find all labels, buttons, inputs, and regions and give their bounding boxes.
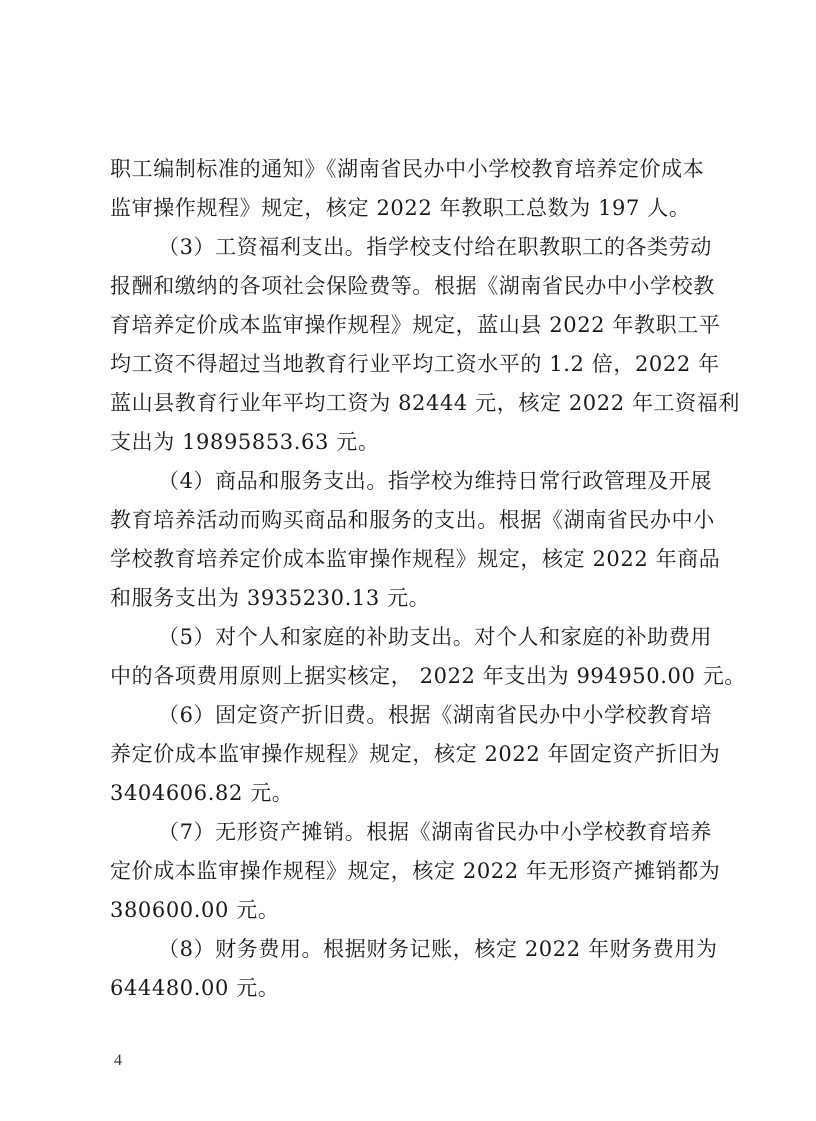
paragraph-subsidies [110, 618, 746, 696]
text-line: （4）商品和服务支出。指学校为维持日常行政管理及开展 [158, 469, 712, 493]
paragraph-goods-services [110, 462, 721, 618]
text-line: （6）固定资产折旧费。根据《湖南省民办中小学校教育培 [158, 703, 712, 727]
page-number: 4 [114, 1052, 122, 1069]
text-line: （7）无形资产摊销。根据《湖南省民办中小学校教育培养 [158, 820, 712, 844]
text-line: 蓝山县教育行业年平均工资为 82444 元，核定 2022 年工资福利 [110, 391, 740, 415]
text-line: 报酬和缴纳的各项社会保险费等。根据《湖南省民办中小学校教 [110, 274, 715, 298]
text-line: 644480.00 元。 [110, 976, 280, 1000]
paragraph-depreciation [110, 696, 721, 813]
text-line: （8）财务费用。根据财务记账，核定 2022 年财务费用为 [158, 937, 718, 961]
paragraph-amortization [110, 813, 721, 930]
text-line: 均工资不得超过当地教育行业平均工资水平的 1.2 倍，2022 年 [110, 352, 720, 376]
text-line: 支出为 19895853.63 元。 [110, 430, 380, 454]
text-line: 学校教育培养定价成本监审操作规程》规定，核定 2022 年商品 [110, 547, 721, 571]
paragraph-financial-expenses [110, 930, 718, 1008]
text-line: 3404606.82 元。 [110, 781, 294, 805]
text-line: 监审操作规程》规定，核定 2022 年教职工总数为 197 人。 [110, 196, 691, 220]
text-line: （3）工资福利支出。指学校支付给在职教职工的各类劳动 [158, 235, 712, 259]
text-line: （5）对个人和家庭的补助支出。对个人和家庭的补助费用 [158, 625, 712, 649]
text-line: 教育培养活动而购买商品和服务的支出。根据《湖南省民办中小 [110, 508, 715, 532]
text-line: 育培养定价成本监审操作规程》规定，蓝山县 2022 年教职工平 [110, 313, 721, 337]
paragraph-salary-welfare [110, 228, 740, 462]
text-line: 中的各项费用原则上据实核定， 2022 年支出为 994950.00 元。 [110, 664, 746, 688]
text-line: 定价成本监审操作规程》规定，核定 2022 年无形资产摊销都为 [110, 859, 721, 883]
document-body [110, 150, 746, 1008]
text-line: 380600.00 元。 [110, 898, 280, 922]
text-line: 职工编制标准的通知》《湖南省民办中小学校教育培养定价成本 [110, 157, 705, 181]
paragraph-staff-count [110, 150, 705, 228]
text-line: 养定价成本监审操作规程》规定，核定 2022 年固定资产折旧为 [110, 742, 721, 766]
text-line: 和服务支出为 3935230.13 元。 [110, 586, 431, 610]
